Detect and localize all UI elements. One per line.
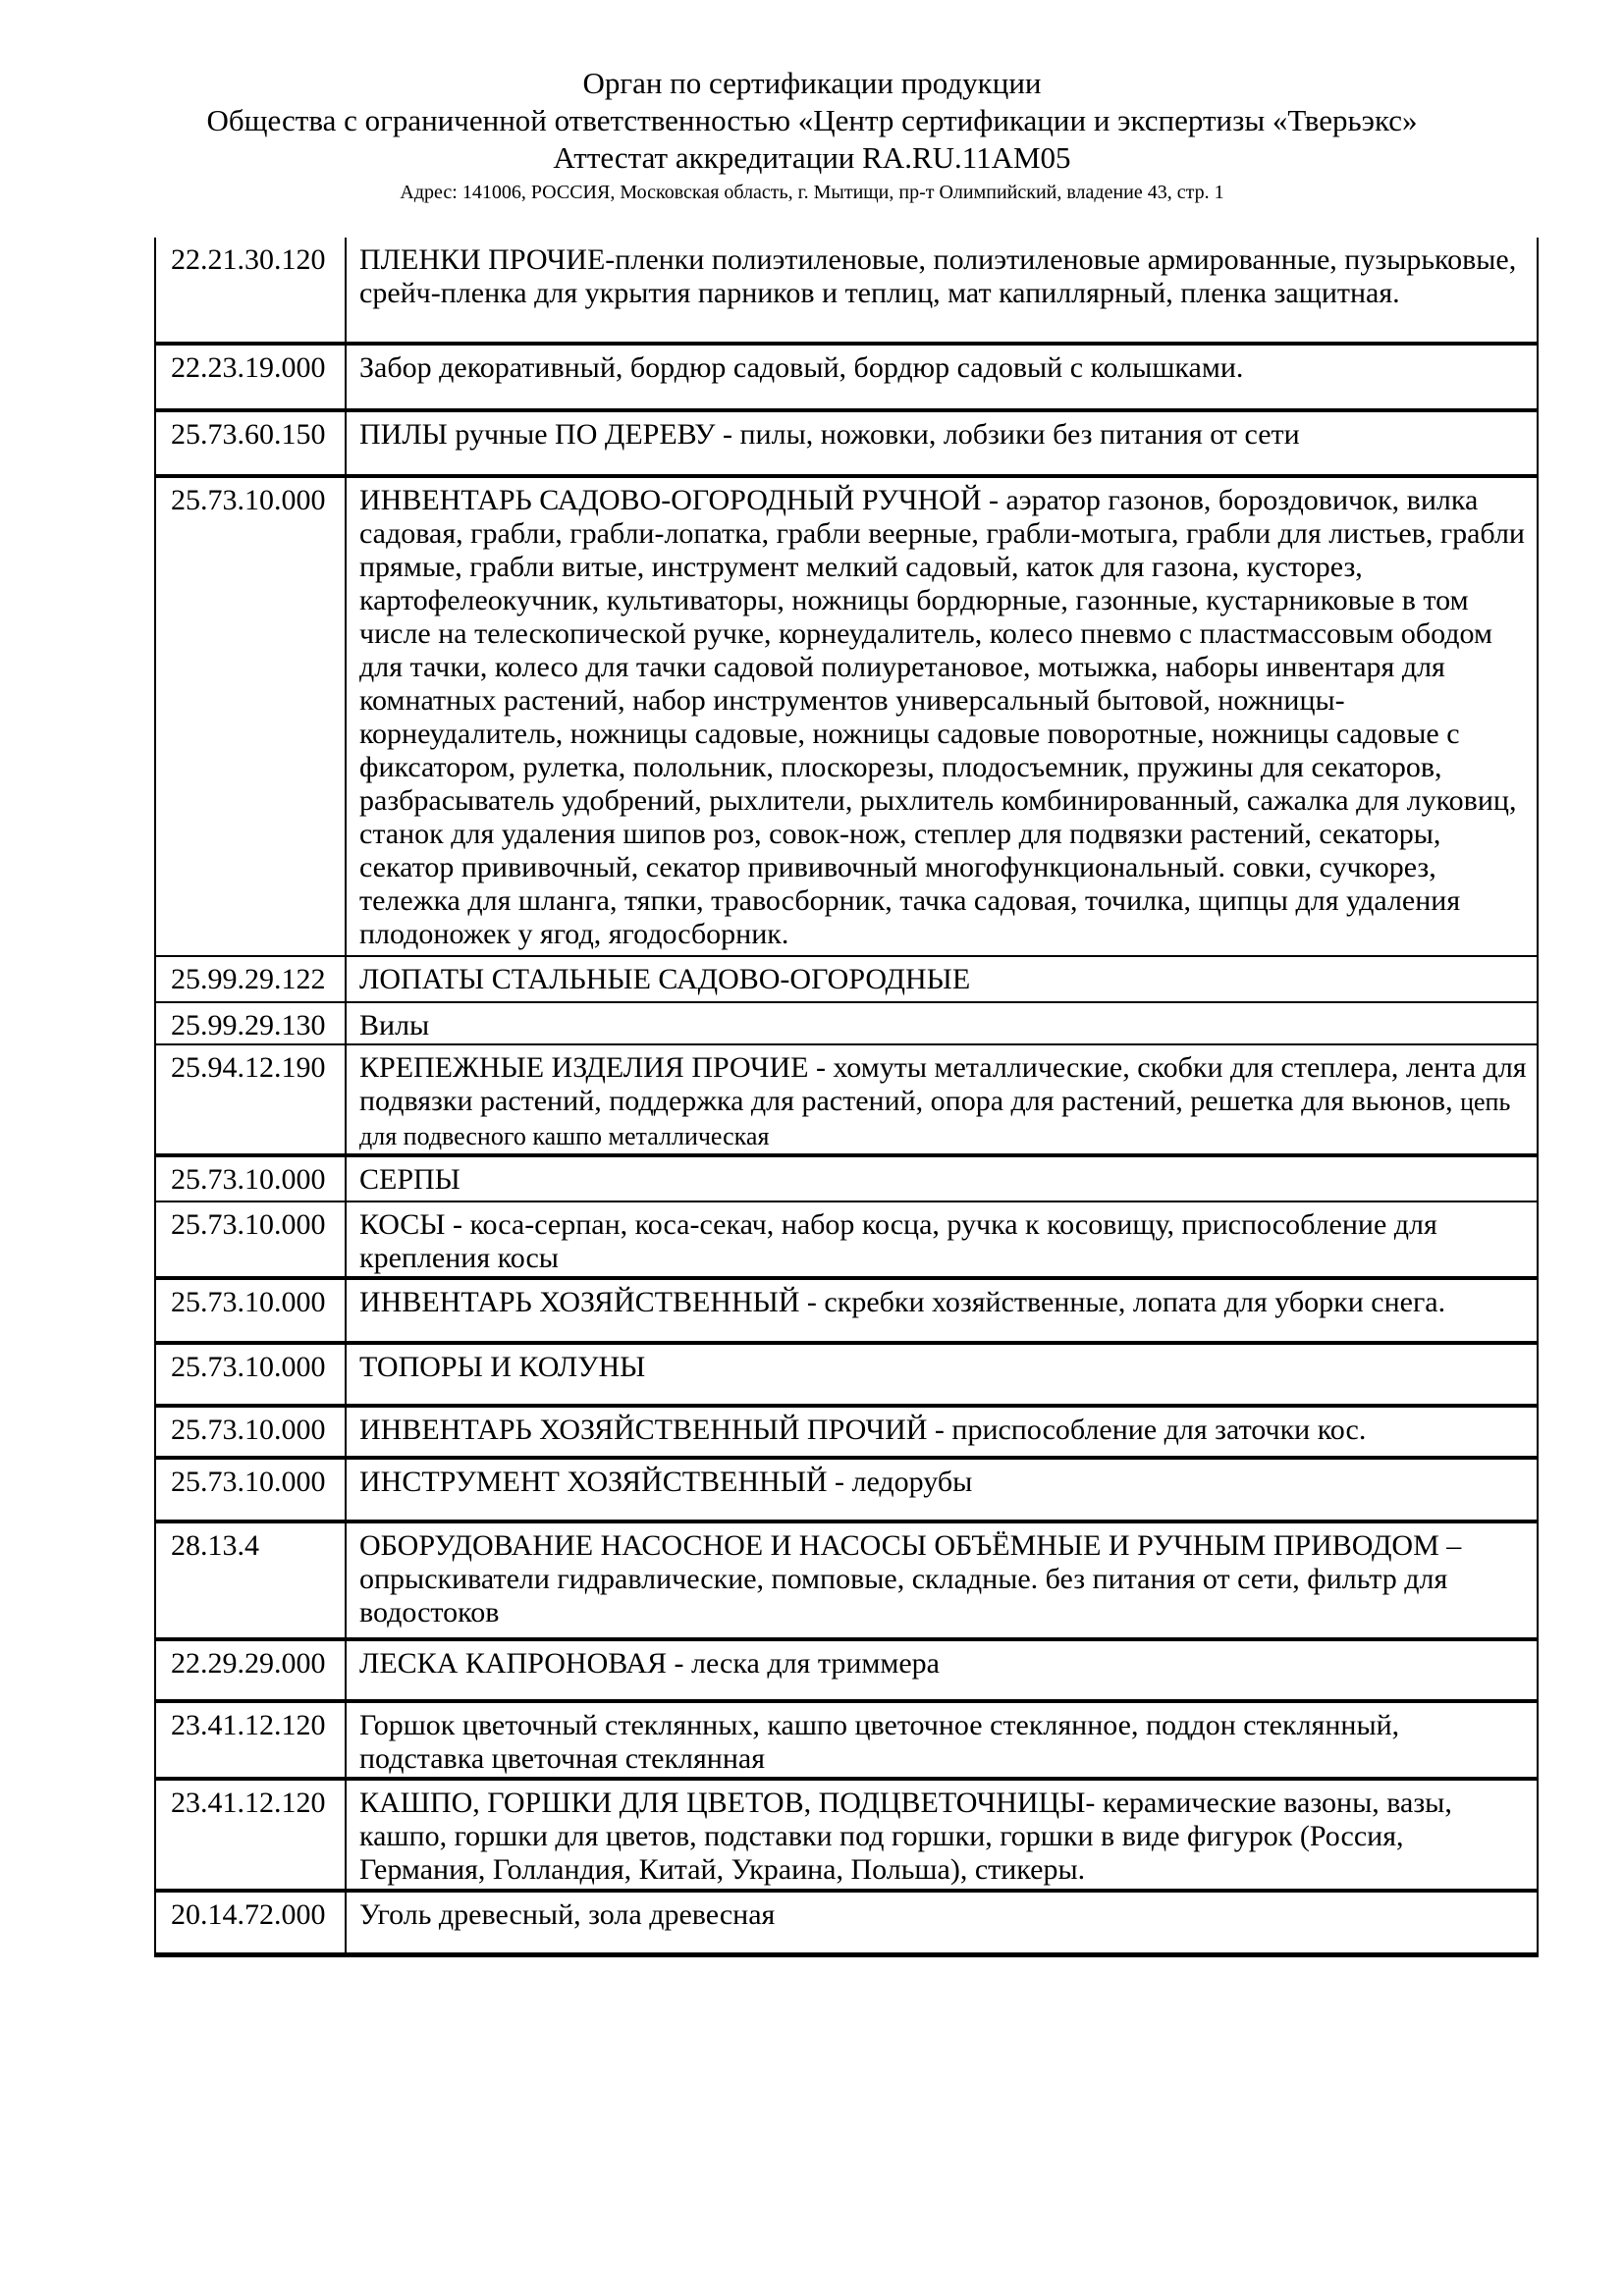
code-cell: [154, 412, 347, 474]
description-cell: [347, 412, 1539, 474]
table-row: [154, 1781, 1539, 1893]
product-code: 25.99.29.130: [171, 1009, 326, 1041]
product-description: Горшок цветочный стеклянных, кашпо цветочное стеклянное, поддон стеклянный, подставка цветочная стеклянная: [359, 1709, 1400, 1775]
code-cell: [154, 957, 347, 1001]
code-cell: [154, 238, 347, 342]
table-row: [154, 1003, 1539, 1045]
description-cell: [347, 346, 1539, 408]
code-cell: [154, 1202, 347, 1276]
code-cell: [154, 1460, 347, 1520]
product-description: КОСЫ - коса-серпан, коса-секач, набор косца, ручка к косовищу, приспособление для крепления косы: [359, 1208, 1437, 1274]
code-cell: [154, 1781, 347, 1889]
product-description: ЛЕСКА КАПРОНОВАЯ - леска для триммера: [359, 1647, 940, 1680]
description-cell: [347, 1408, 1539, 1456]
product-code: 28.13.4: [171, 1529, 259, 1562]
description-cell: [347, 1345, 1539, 1404]
description-cell: [347, 1280, 1539, 1341]
code-cell: [154, 1003, 347, 1043]
product-description: ИНВЕНТАРЬ ХОЗЯЙСТВЕННЫЙ ПРОЧИЙ - приспособление для заточки кос.: [359, 1414, 1367, 1446]
table-row: [154, 412, 1539, 478]
product-code: 22.23.19.000: [171, 351, 326, 384]
description-cell: [347, 1781, 1539, 1889]
table-row: [154, 1280, 1539, 1345]
product-code: 25.73.10.000: [171, 1163, 326, 1196]
product-code: 25.73.10.000: [171, 1286, 326, 1318]
product-code: 25.73.10.000: [171, 1466, 326, 1498]
product-code: 25.73.10.000: [171, 1414, 326, 1446]
table-row: [154, 957, 1539, 1003]
product-code: 23.41.12.120: [171, 1787, 326, 1819]
product-description: ОБОРУДОВАНИЕ НАСОСНОЕ И НАСОСЫ ОБЪЁМНЫЕ И РУЧНЫМ ПРИВОДОМ – опрыскиватели гидравлические, помповые, складные. без питания от сети, фильтр для водостоков: [359, 1529, 1462, 1629]
table-row: [154, 1345, 1539, 1408]
description-cell: [347, 1893, 1539, 1952]
code-cell: [154, 478, 347, 955]
product-description: ЛОПАТЫ СТАЛЬНЫЕ САДОВО-ОГОРОДНЫЕ: [359, 963, 971, 995]
product-description: Уголь древесный, зола древесная: [359, 1898, 776, 1931]
table-row: [154, 346, 1539, 412]
product-code: 22.21.30.120: [171, 243, 326, 276]
table-row: [154, 1460, 1539, 1523]
product-code: 25.99.29.122: [171, 963, 326, 995]
code-cell: [154, 1523, 347, 1637]
description-cell: [347, 478, 1539, 955]
product-description: СЕРПЫ: [359, 1163, 460, 1196]
table-row: [154, 1523, 1539, 1641]
product-description: ИНВЕНТАРЬ САДОВО-ОГОРОДНЫЙ РУЧНОЙ - аэратор газонов, бороздовичок, вилка садовая, грабли, грабли-лопатка, грабли веерные, грабли-мотыга, грабли для листьев, грабли прямые, грабли витые, инструмент мелкий садовый, каток для газона, кусторез, картофелеокучник, культиваторы, ножницы бордюрные, газонные, кустарниковые в том числе на телескопической ручке, корнеудалитель, колесо пневмо с пластмассовым ободом для тачки, колесо для тачки садовой полиуретановое, мотыжка, наборы инвентаря для комнатных растений, набор инструментов универсальный бытовой, ножницы-корнеудалитель, ножницы садовые, ножницы садовые поворотные, ножницы садовые с фиксатором, рулетка, полольник, плоскорезы, плодосъемник, пружины для секаторов, разбрасыватель удобрений, рыхлители, рыхлитель комбинированный, сажалка для луковиц, станок для удаления шипов роз, совок-нож, степлер для подвязки растений, секаторы, секатор прививочный, секатор прививочный многофункциональный. совки, сучкорез, тележка для шланга, тяпки, травосборник, тачка садовая, точилка, щипцы для удаления плодоножек у ягод, ягодосборник.: [359, 484, 1525, 950]
product-description: ИНВЕНТАРЬ ХОЗЯЙСТВЕННЫЙ - скребки хозяйственные, лопата для уборки снега.: [359, 1286, 1446, 1318]
product-code: 23.41.12.120: [171, 1709, 326, 1741]
document-header: [0, 65, 1624, 208]
product-code: 25.73.60.150: [171, 418, 326, 451]
product-code: 25.94.12.190: [171, 1051, 326, 1084]
description-cell: [347, 1703, 1539, 1777]
code-cell: [154, 1280, 347, 1341]
description-cell: [347, 957, 1539, 1001]
code-cell: [154, 1045, 347, 1153]
description-cell: [347, 1460, 1539, 1520]
header-certification-body: Орган по сертификации продукции: [582, 66, 1042, 100]
products-table: [154, 238, 1539, 1957]
table-row: [154, 478, 1539, 957]
code-cell: [154, 1703, 347, 1777]
header-accreditation-number: Аттестат аккредитации RA.RU.11AM05: [553, 140, 1071, 175]
table-row: [154, 1641, 1539, 1703]
description-cell: [347, 1157, 1539, 1201]
header-address: Адрес: 141006, РОССИЯ, Московская область, г. Мытищи, пр-т Олимпийский, владение 43, стр. 1: [400, 182, 1224, 203]
product-description-note: цепь для подвесного кашпо металлическая: [359, 1088, 1511, 1150]
product-description: ИНСТРУМЕНТ ХОЗЯЙСТВЕННЫЙ - ледорубы: [359, 1466, 973, 1498]
description-cell: [347, 1641, 1539, 1699]
product-description: ПЛЕНКИ ПРОЧИЕ-пленки полиэтиленовые, полиэтиленовые армированные, пузырьковые, срейч-пленка для укрытия парников и теплиц, мат капиллярный, пленка защитная.: [359, 243, 1517, 309]
product-code: 25.73.10.000: [171, 484, 326, 516]
table-row: [154, 1408, 1539, 1460]
product-code: 22.29.29.000: [171, 1647, 326, 1680]
code-cell: [154, 1157, 347, 1201]
product-code: 25.73.10.000: [171, 1351, 326, 1383]
product-code: 25.73.10.000: [171, 1208, 326, 1241]
description-cell: [347, 1202, 1539, 1276]
table-row: [154, 238, 1539, 346]
table-row: [154, 1045, 1539, 1157]
code-cell: [154, 1345, 347, 1404]
product-code: 20.14.72.000: [171, 1898, 326, 1931]
table-row: [154, 1703, 1539, 1781]
header-organization-name: Общества с ограниченной ответственностью «Центр сертификации и экспертизы «Тверьэкс»: [206, 103, 1418, 137]
code-cell: [154, 1408, 347, 1456]
table-row: [154, 1157, 1539, 1202]
product-description: ТОПОРЫ И КОЛУНЫ: [359, 1351, 646, 1383]
code-cell: [154, 1641, 347, 1699]
product-description: Вилы: [359, 1009, 430, 1041]
code-cell: [154, 346, 347, 408]
description-cell: [347, 238, 1539, 342]
product-description: КРЕПЕЖНЫЕ ИЗДЕЛИЯ ПРОЧИЕ - хомуты металлические, скобки для степлера, лента для подвязки растений, поддержка для растений, опора для растений, решетка для вьюнов,: [359, 1051, 1527, 1117]
code-cell: [154, 1893, 347, 1952]
description-cell: [347, 1523, 1539, 1637]
table-row: [154, 1893, 1539, 1957]
table-row: [154, 1202, 1539, 1280]
product-description: ПИЛЫ ручные ПО ДЕРЕВУ - пилы, ножовки, лобзики без питания от сети: [359, 418, 1300, 451]
description-cell: [347, 1003, 1539, 1043]
product-description: Забор декоративный, бордюр садовый, бордюр садовый с колышками.: [359, 351, 1244, 384]
description-cell: [347, 1045, 1539, 1153]
product-description: КАШПО, ГОРШКИ ДЛЯ ЦВЕТОВ, ПОДЦВЕТОЧНИЦЫ- керамические вазоны, вазы, кашпо, горшки для цветов, подставки под горшки, горшки в виде фигурок (Россия, Германия, Голландия, Китай, Украина, Польша), стикеры.: [359, 1787, 1452, 1886]
